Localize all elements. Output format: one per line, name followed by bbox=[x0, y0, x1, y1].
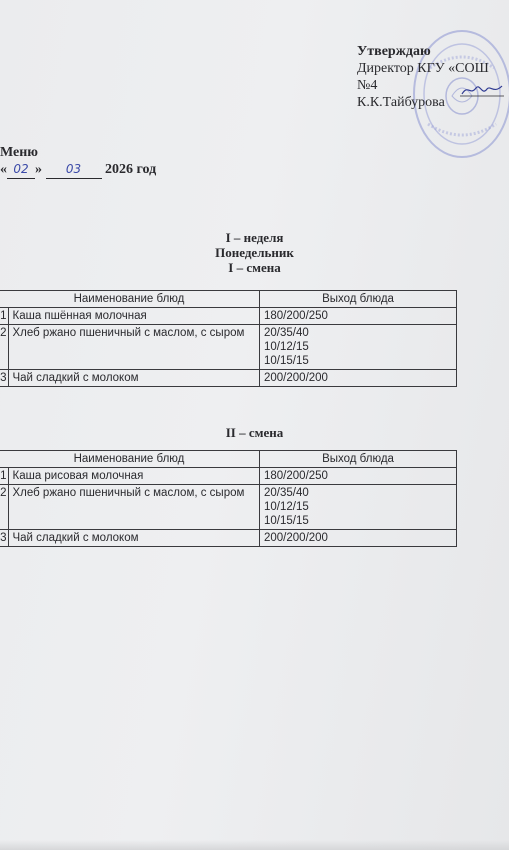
output-value: 10/15/15 bbox=[264, 355, 309, 367]
table-header-row bbox=[0, 291, 457, 308]
shift1-table bbox=[0, 290, 457, 387]
approval-signer: К.К.Тайбурова bbox=[357, 95, 445, 110]
row-number: 2 bbox=[0, 325, 8, 370]
table-row bbox=[0, 370, 457, 387]
shift1-body bbox=[0, 308, 457, 387]
column-header-output: Выход блюда bbox=[260, 451, 457, 468]
week-heading: I – неделя bbox=[225, 230, 284, 245]
row-number: 1 bbox=[0, 308, 8, 325]
table-row bbox=[0, 485, 457, 530]
shift2-heading: II – смена bbox=[225, 425, 284, 440]
row-number: 3 bbox=[0, 530, 8, 547]
output-value: 10/12/15 bbox=[264, 501, 309, 513]
output-value: 180/200/250 bbox=[264, 470, 328, 482]
handwritten-signature bbox=[460, 82, 504, 98]
shift2-body bbox=[0, 468, 457, 547]
column-header-output: Выход блюда bbox=[260, 291, 457, 308]
table-row bbox=[0, 468, 457, 485]
page-shadow bbox=[0, 840, 509, 850]
dish-output bbox=[260, 468, 457, 485]
approval-title: Утверждаю bbox=[357, 44, 431, 59]
approval-position: Директор КГУ «СОШ №4 bbox=[357, 61, 489, 93]
output-value: 20/35/40 bbox=[264, 487, 309, 499]
table-header-row bbox=[0, 451, 457, 468]
column-header-name: Наименование блюд bbox=[0, 291, 260, 308]
output-value: 180/200/250 bbox=[264, 310, 328, 322]
dish-output bbox=[260, 485, 457, 530]
dish-output bbox=[260, 370, 457, 387]
row-number: 3 bbox=[0, 370, 8, 387]
table-row bbox=[0, 308, 457, 325]
dish-name: Чай сладкий с молоком bbox=[8, 530, 260, 547]
date-month: 03 bbox=[65, 162, 82, 176]
date-day: 02 bbox=[13, 162, 29, 176]
date-quote-close: » bbox=[35, 162, 42, 177]
output-value: 200/200/200 bbox=[264, 372, 328, 384]
table-row bbox=[0, 530, 457, 547]
shift1-heading: I – смена bbox=[228, 260, 281, 275]
dish-name: Хлеб ржано пшеничный с маслом, с сыром bbox=[8, 325, 260, 370]
day-heading: Понедельник bbox=[215, 245, 294, 260]
menu-date bbox=[0, 162, 156, 179]
dish-output bbox=[260, 530, 457, 547]
output-value: 10/15/15 bbox=[264, 515, 309, 527]
row-number: 2 bbox=[0, 485, 8, 530]
shift2-table bbox=[0, 450, 457, 547]
dish-output bbox=[260, 325, 457, 370]
dish-name: Каша пшённая молочная bbox=[8, 308, 260, 325]
dish-output bbox=[260, 308, 457, 325]
date-quote-open: « bbox=[0, 162, 7, 177]
dish-name: Хлеб ржано пшеничный с маслом, с сыром bbox=[8, 485, 260, 530]
approval-block bbox=[357, 43, 509, 111]
dish-name: Каша рисовая молочная bbox=[8, 468, 260, 485]
output-value: 10/12/15 bbox=[264, 341, 309, 353]
menu-title: Меню bbox=[0, 145, 39, 160]
output-value: 200/200/200 bbox=[264, 532, 328, 544]
row-number: 1 bbox=[0, 468, 8, 485]
table-row bbox=[0, 325, 457, 370]
column-header-name: Наименование блюд bbox=[0, 451, 260, 468]
date-year: 2026 год bbox=[105, 162, 157, 177]
dish-name: Чай сладкий с молоком bbox=[8, 370, 260, 387]
output-value: 20/35/40 bbox=[264, 327, 309, 339]
